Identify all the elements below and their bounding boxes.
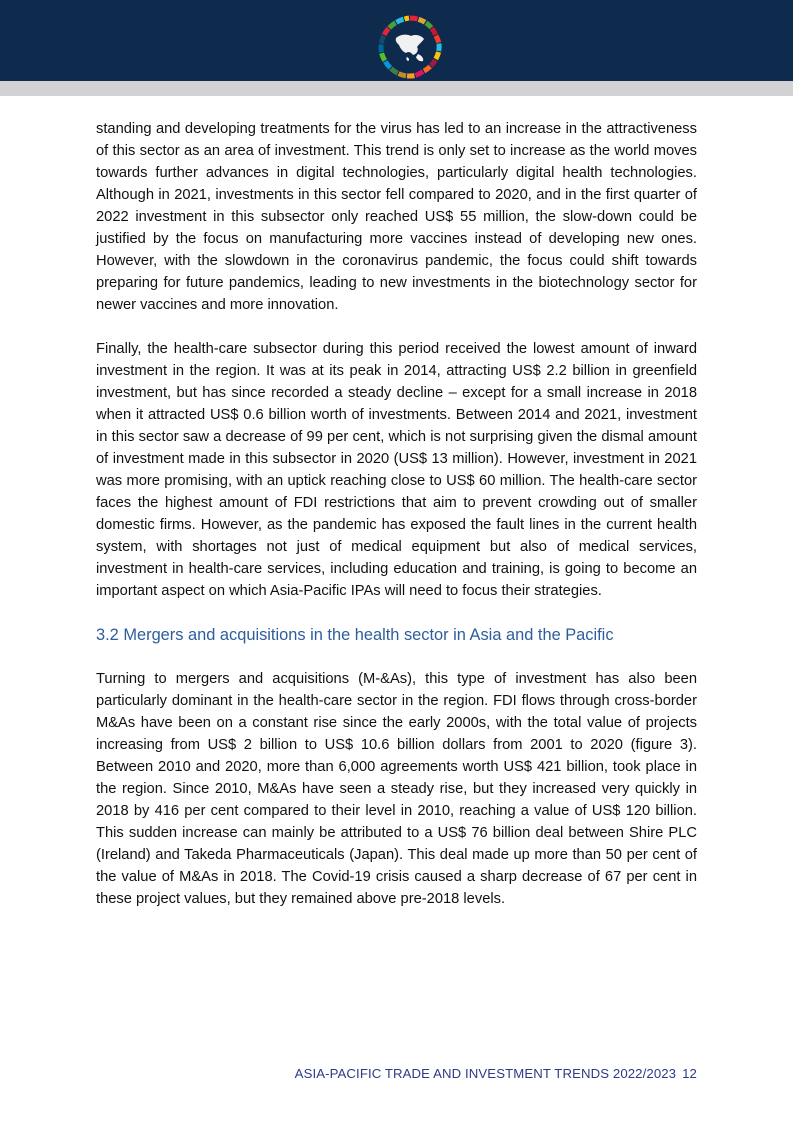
page-body	[96, 118, 697, 932]
page-footer	[295, 1066, 697, 1081]
section-heading: 3.2 Mergers and acquisitions in the health sector in Asia and the Pacific	[96, 626, 614, 644]
asia-pacific-sdg-wheel-icon	[377, 14, 443, 80]
header-strip	[0, 81, 793, 96]
page-number: 12	[682, 1066, 697, 1081]
body-paragraph: Finally, the health-care subsector during this period received the lowest amount of inward investment in the region. It was at its peak in 2014, attracting US$ 2.2 billion in greenfield investment, but has since recorded a steady decline – except for a small increase in 2018 when it attracted US$ 0.6 billion worth of investments. Between 2014 and 2021, investment in this sector saw a decrease of 99 per cent, which is not surprising given the dismal amount of investment made in this subsector in 2020 (US$ 13 million). However, investment in 2021 was more promising, with an uptick reaching close to US$ 60 million. The health-care sector faces the highest amount of FDI restrictions that aim to prevent crowding out of smaller domestic firms. However, as the pandemic has exposed the fault lines in the current health system, with shortages not just of medical equipment but also of medical services, investment in health-care services, including education and training, is going to become an important aspect on which Asia-Pacific IPAs will need to focus their strategies.	[96, 341, 697, 599]
body-paragraph: Turning to mergers and acquisitions (M-&As), this type of investment has also been particularly dominant in the health-care sector in the region. FDI flows through cross-border M&As have been on a constant rise since the early 2000s, with the total value of projects increasing from US$ 2 billion to US$ 10.6 billion dollars from 2001 to 2020 (figure 3). Between 2010 and 2020, more than 6,000 agreements worth US$ 421 billion, took place in the region. Since 2010, M&As have seen a steady rise, but they increased very quickly in 2018 by 416 per cent compared to their level in 2010, reaching a value of US$ 120 billion. This sudden increase can mainly be attributed to a US$ 76 billion deal between Shire PLC (Ireland) and Takeda Pharmaceuticals (Japan). This deal made up more than 50 per cent of the value of M&As in 2018. The Covid-19 crisis caused a sharp decrease of 67 per cent in these project values, but they remained above pre-2018 levels.	[96, 671, 697, 907]
footer-title: ASIA-PACIFIC TRADE AND INVESTMENT TRENDS 2022/2023	[294, 1066, 677, 1081]
body-paragraph: standing and developing treatments for the virus has led to an increase in the attractiveness of this sector as an area of investment. This trend is only set to increase as the world moves towards further advances in digital technologies, particularly digital health technologies. Although in 2021, investments in this sector fell compared to 2020, and in the first quarter of 2022 investment in this subsector only reached US$ 55 million, the slow-down could be justified by the focus on manufacturing more vaccines instead of developing new ones. However, with the slowdown in the coronavirus pandemic, the focus could shift towards preparing for future pandemics, leading to new investments in the biotechnology sector for newer vaccines and more innovation.	[96, 121, 697, 313]
